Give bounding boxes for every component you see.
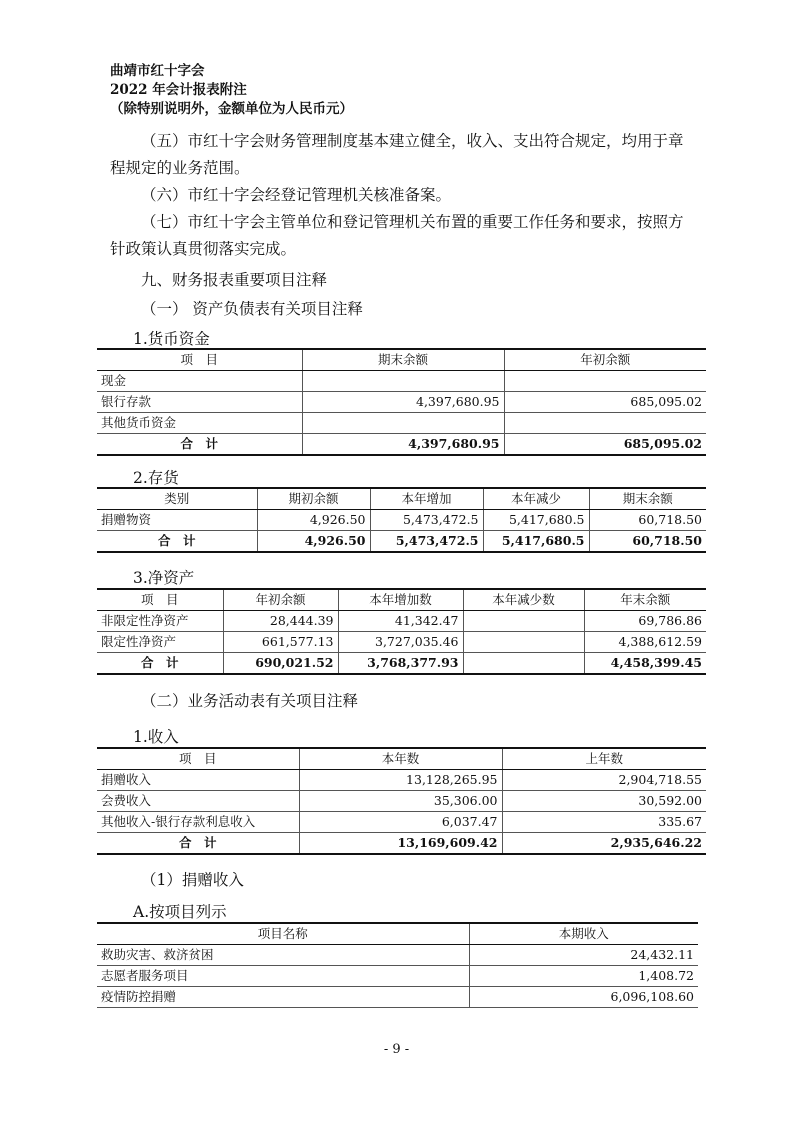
table-row	[97, 791, 706, 812]
currency-note: （除特别说明外，金额单位为人民币元）	[110, 101, 353, 117]
cell: 41,342.47	[338, 611, 463, 632]
cell	[463, 611, 584, 632]
column-header: 本期收入	[469, 923, 698, 945]
total-row	[97, 531, 706, 553]
table-row	[97, 770, 706, 791]
cell	[463, 632, 584, 653]
cell: 28,444.39	[223, 611, 338, 632]
cell: 6,096,108.60	[469, 987, 698, 1008]
total-cell: 4,458,399.45	[584, 653, 706, 675]
table-row	[97, 392, 706, 413]
net-assets-table	[97, 588, 706, 675]
column-header: 本年增加	[370, 488, 483, 510]
cell: 13,128,265.95	[299, 770, 502, 791]
column-header: 项目名称	[97, 923, 469, 945]
column-header: 本年减少	[483, 488, 589, 510]
cell	[504, 371, 706, 392]
row-label: 志愿者服务项目	[97, 966, 469, 987]
cell	[504, 413, 706, 434]
total-cell: 3,768,377.93	[338, 653, 463, 675]
cell: 5,417,680.5	[483, 510, 589, 531]
net-assets-table-title: 3.净资产	[133, 569, 195, 587]
donation-by-project-table	[97, 922, 698, 1008]
report-title: 2022 年会计报表附注	[110, 82, 247, 98]
inventory-table	[97, 487, 706, 553]
total-cell: 685,095.02	[504, 434, 706, 456]
total-row	[97, 434, 706, 456]
total-cell: 4,926.50	[257, 531, 370, 553]
table-row	[97, 510, 706, 531]
cell: 1,408.72	[469, 966, 698, 987]
total-cell: 4,397,680.95	[302, 434, 504, 456]
table-header-row	[97, 748, 706, 770]
column-header: 本年数	[299, 748, 502, 770]
table-row	[97, 812, 706, 833]
table-header-row	[97, 923, 698, 945]
donation-income-heading: （1）捐赠收入	[141, 871, 244, 889]
cell: 335.67	[502, 812, 706, 833]
cash-table	[97, 348, 706, 456]
cell: 4,388,612.59	[584, 632, 706, 653]
column-header: 期初余额	[257, 488, 370, 510]
row-label: 其他收入-银行存款利息收入	[97, 812, 299, 833]
cell: 685,095.02	[504, 392, 706, 413]
total-row	[97, 653, 706, 675]
total-label: 合 计	[97, 653, 223, 675]
table-row	[97, 966, 698, 987]
column-header: 本年减少数	[463, 589, 584, 611]
org-name: 曲靖市红十字会	[110, 63, 205, 79]
total-cell: 690,021.52	[223, 653, 338, 675]
table-row	[97, 413, 706, 434]
row-label: 救助灾害、救济贫困	[97, 945, 469, 966]
table-row	[97, 632, 706, 653]
income-table	[97, 747, 706, 855]
row-label: 会费收入	[97, 791, 299, 812]
cell: 661,577.13	[223, 632, 338, 653]
column-header: 年初余额	[223, 589, 338, 611]
paragraph-7: （七）市红十字会主管单位和登记管理机关布置的重要工作任务和要求，按照方针政策认真贯彻落实完成。	[110, 213, 684, 258]
cell: 2,904,718.55	[502, 770, 706, 791]
total-cell: 2,935,646.22	[502, 833, 706, 855]
cell: 30,592.00	[502, 791, 706, 812]
cell: 4,926.50	[257, 510, 370, 531]
total-label: 合 计	[97, 531, 257, 553]
document-header	[110, 62, 353, 119]
total-row	[97, 833, 706, 855]
row-label: 疫情防控捐赠	[97, 987, 469, 1008]
cell: 24,432.11	[469, 945, 698, 966]
cash-table-title: 1.货币资金	[133, 330, 210, 348]
row-label: 其他货币资金	[97, 413, 302, 434]
page-number: - 9 -	[383, 1042, 410, 1057]
table-header-row	[97, 488, 706, 510]
table-row	[97, 987, 698, 1008]
cell: 60,718.50	[589, 510, 706, 531]
row-label: 捐赠收入	[97, 770, 299, 791]
table-header-row	[97, 589, 706, 611]
column-header: 上年数	[502, 748, 706, 770]
donation-by-project-title: A.按项目列示	[133, 903, 227, 921]
table-row	[97, 945, 698, 966]
total-label: 合 计	[97, 434, 302, 456]
table-row	[97, 371, 706, 392]
column-header: 本年增加数	[338, 589, 463, 611]
column-header: 期末余额	[589, 488, 706, 510]
section-9-2-heading: （二）业务活动表有关项目注释	[141, 692, 359, 710]
section-9-1-heading: （一） 资产负债表有关项目注释	[141, 300, 363, 318]
cell: 6,037.47	[299, 812, 502, 833]
column-header: 类别	[97, 488, 257, 510]
row-label: 银行存款	[97, 392, 302, 413]
column-header: 年末余额	[584, 589, 706, 611]
cell: 35,306.00	[299, 791, 502, 812]
paragraph-6: （六）市红十字会经登记管理机关核准备案。	[141, 186, 452, 204]
cell	[302, 371, 504, 392]
column-header: 项 目	[97, 748, 299, 770]
column-header: 项 目	[97, 349, 302, 371]
column-header: 年初余额	[504, 349, 706, 371]
section-9-heading: 九、财务报表重要项目注释	[141, 271, 328, 289]
income-table-title: 1.收入	[133, 728, 179, 746]
row-label: 捐赠物资	[97, 510, 257, 531]
row-label: 限定性净资产	[97, 632, 223, 653]
paragraph-5: （五）市红十字会财务管理制度基本建立健全，收入、支出符合规定，均用于章程规定的业务范围。	[110, 132, 684, 177]
cell: 5,473,472.5	[370, 510, 483, 531]
total-cell: 5,417,680.5	[483, 531, 589, 553]
cell: 4,397,680.95	[302, 392, 504, 413]
column-header: 期末余额	[302, 349, 504, 371]
row-label: 非限定性净资产	[97, 611, 223, 632]
total-cell: 60,718.50	[589, 531, 706, 553]
row-label: 现金	[97, 371, 302, 392]
total-cell: 13,169,609.42	[299, 833, 502, 855]
total-cell	[463, 653, 584, 675]
table-header-row	[97, 349, 706, 371]
cell	[302, 413, 504, 434]
cell: 3,727,035.46	[338, 632, 463, 653]
cell: 69,786.86	[584, 611, 706, 632]
total-cell: 5,473,472.5	[370, 531, 483, 553]
inventory-table-title: 2.存货	[133, 469, 179, 487]
column-header: 项 目	[97, 589, 223, 611]
total-label: 合 计	[97, 833, 299, 855]
table-row	[97, 611, 706, 632]
